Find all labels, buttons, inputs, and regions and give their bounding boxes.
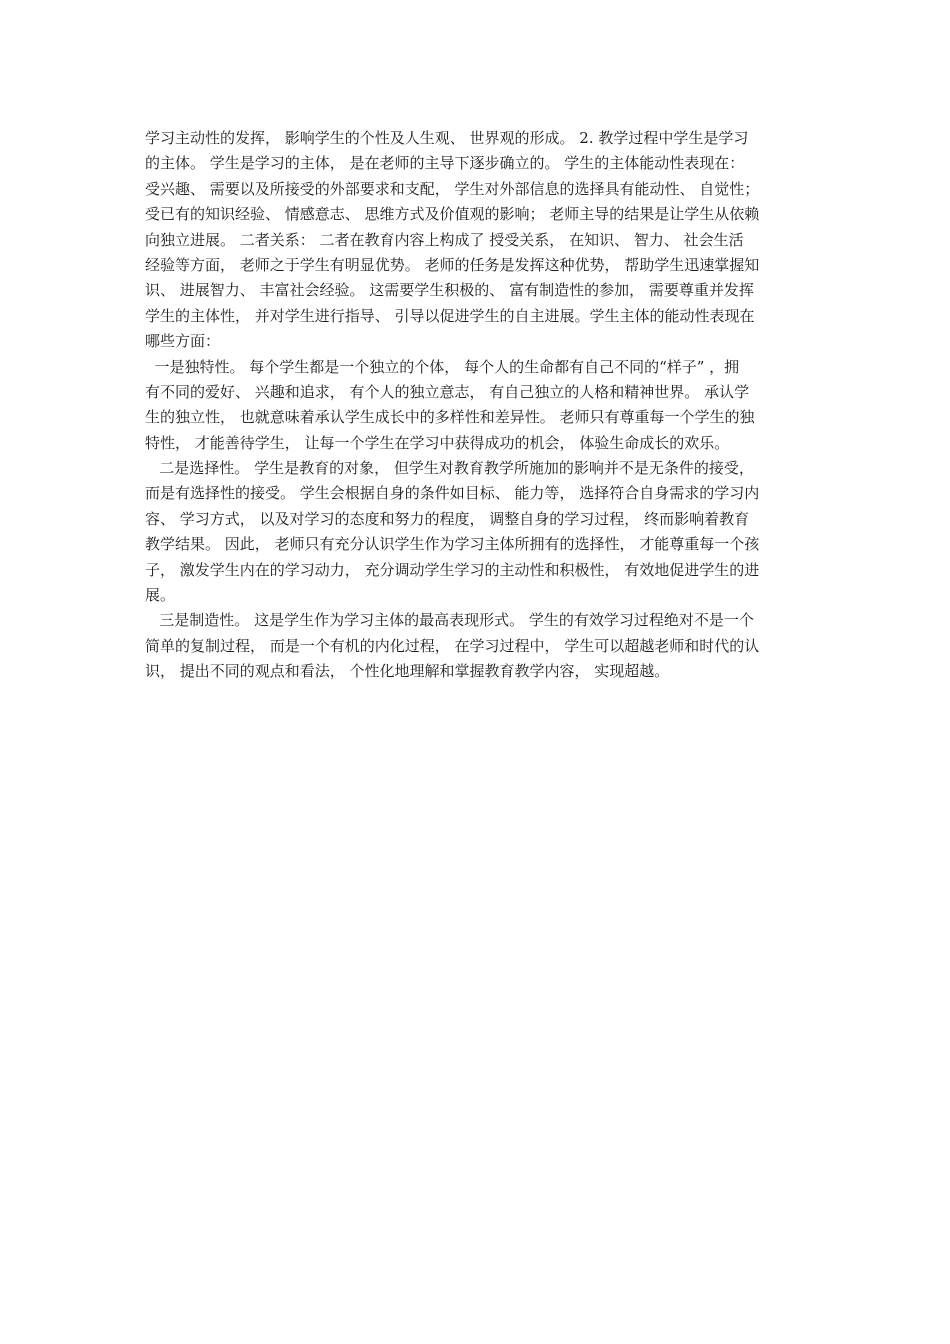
text-line: 教学结果。 因此， 老师只有充分认识学生作为学习主体所拥有的选择性， 才能尊重每一个孩 <box>145 535 760 554</box>
text-line: 而是有选择性的接受。 学生会根据自身的条件如目标、 能力等， 选择符合自身需求的学习内 <box>145 484 760 503</box>
text-line: 子， 激发学生内在的学习动力， 充分调动学生学习的主动性和积极性， 有效地促进学生的进 <box>145 560 760 579</box>
text-line: 识， 提出不同的观点和看法， 个性化地理解和掌握教育教学内容， 实现超越。 <box>145 662 670 681</box>
text-line: 一是独特性。 每个学生都是一个独立的个体， 每个人的生命都有自己不同的“样子” ，拥 <box>145 357 740 376</box>
text-line: 识、 进展智力、 丰富社会经验。 这需要学生积极的、 富有制造性的参加， 需要尊重并发挥 <box>145 281 754 300</box>
text-line: 展。 <box>145 586 176 605</box>
text-line: 简单的复制过程， 而是一个有机的内化过程， 在学习过程中， 学生可以超越老师和时代的认 <box>145 636 760 655</box>
text-line: 学习主动性的发挥， 影响学生的个性及人生观、 世界观的形成。 2. 教学过程中学生是学习 <box>145 129 749 147</box>
text-line: 特性， 才能善待学生， 让每一个学生在学习中获得成功的机会， 体验生命成长的欢乐。 <box>145 433 730 452</box>
text-line: 经验等方面， 老师之于学生有明显优势。 老师的任务是发挥这种优势， 帮助学生迅速掌握知 <box>145 255 760 274</box>
text-line: 容、 学习方式， 以及对学习的态度和努力的程度， 调整自身的学习过程， 终而影响着教育 <box>145 509 750 528</box>
text-line: 学生的主体性， 并对学生进行指导、 引导以促进学生的自主进展。学生主体的能动性表现在 <box>145 306 755 325</box>
text-line: 生的独立性， 也就意味着承认学生成长中的多样性和差异性。 老师只有尊重每一个学生的独 <box>145 408 755 427</box>
text-line: 受兴趣、 需要以及所接受的外部要求和支配， 学生对外部信息的选择具有能动性、 自觉性； <box>145 179 760 198</box>
text-line: 哪些方面： <box>145 332 221 351</box>
text-line: 二是选择性。 学生是教育的对象， 但学生对教育教学所施加的影响并不是无条件的接受， <box>145 459 754 478</box>
text-line: 的主体。 学生是学习的主体， 是在老师的主导下逐步确立的。 学生的主体能动性表现在： <box>145 154 745 173</box>
text-line: 三是制造性。 这是学生作为学习主体的最高表现形式。 学生的有效学习过程绝对不是一个 <box>145 611 754 630</box>
text-line: 向独立进展。 二者关系： 二者在教育内容上构成了 授受关系， 在知识、 智力、 社会生活 <box>145 230 744 249</box>
text-line: 受已有的知识经验、 情感意志、 思维方式及价值观的影响； 老师主导的结果是让学生从依赖 <box>145 205 760 224</box>
text-line: 有不同的爱好、 兴趣和追求， 有个人的独立意志， 有自己独立的人格和精神世界。 承认学 <box>145 382 750 401</box>
document-body <box>145 126 809 685</box>
